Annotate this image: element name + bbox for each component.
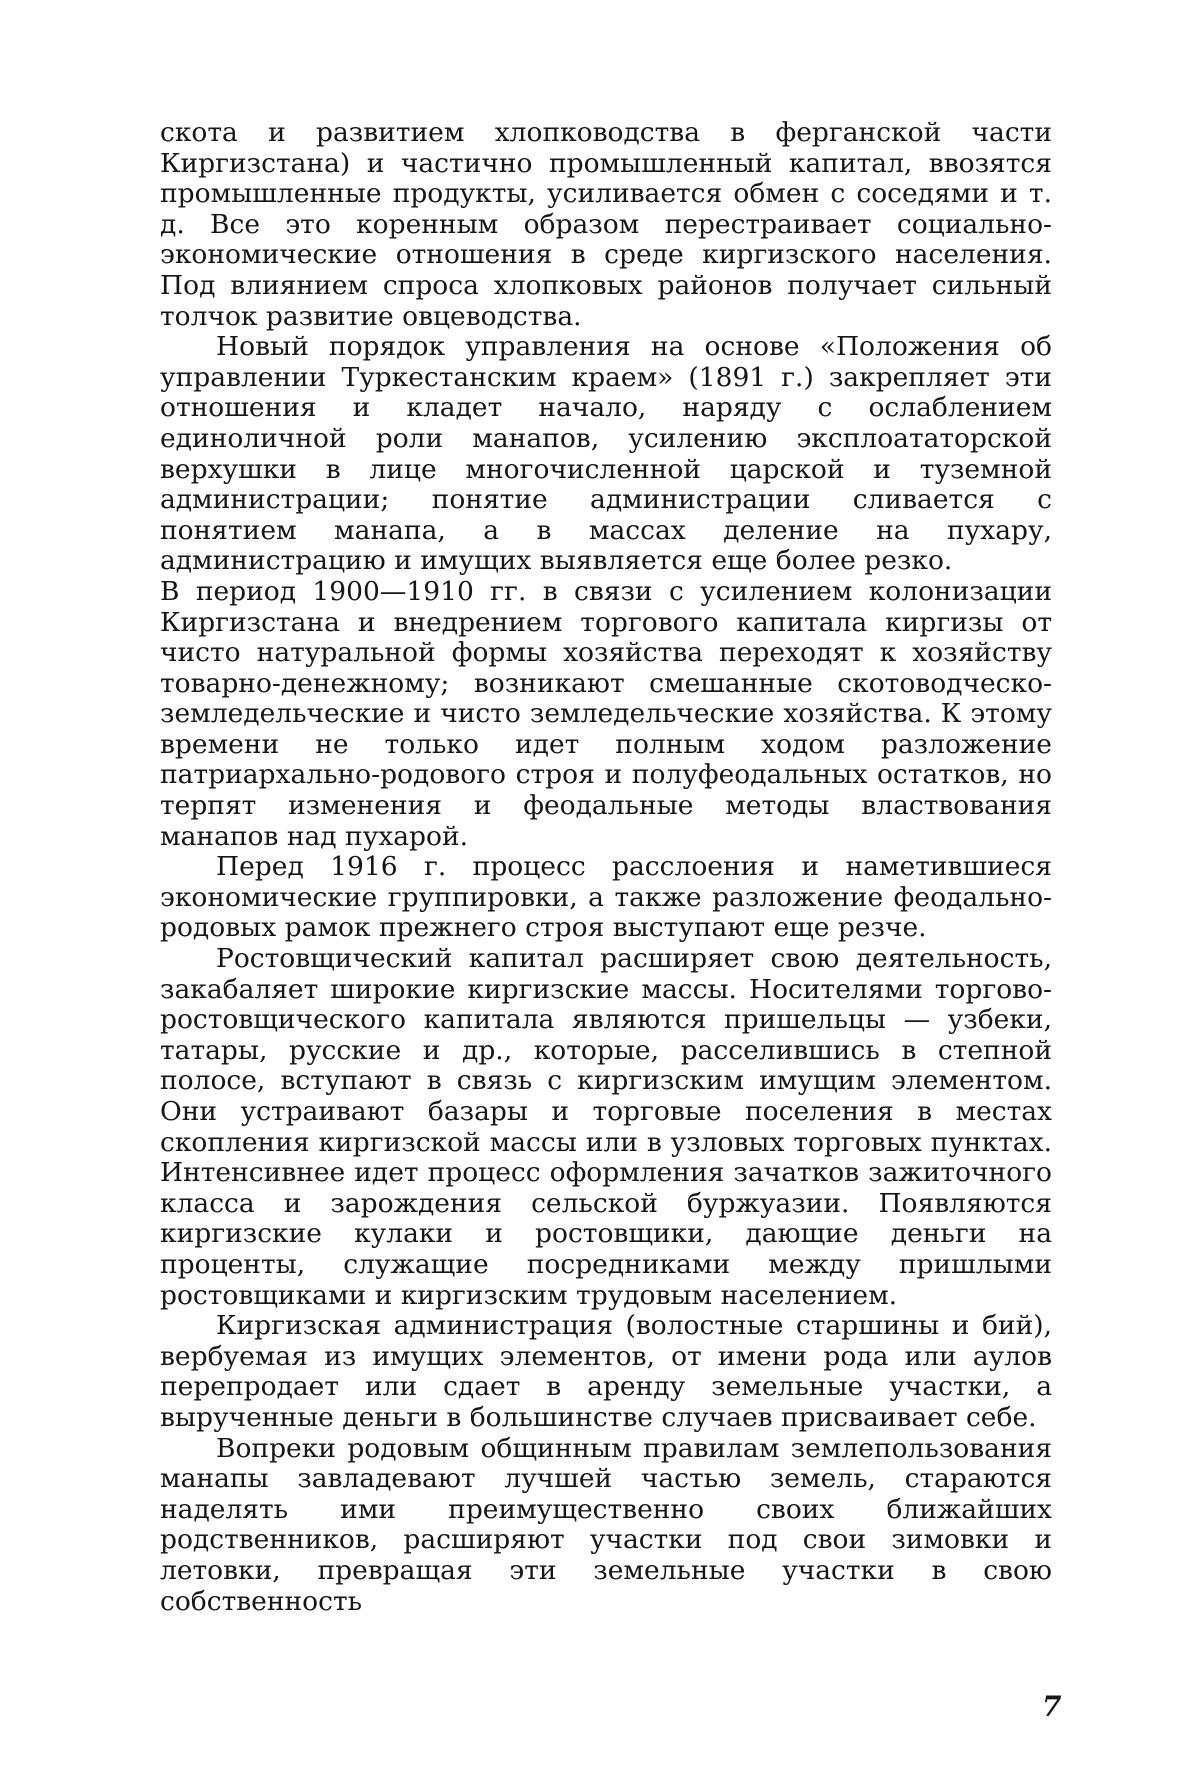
paragraph: Новый порядок управления на основе «Положения об управлении Туркестанским краем» (1891 г.) закрепляет эти отношения и кладет начало, наряду с ослаблением единоличной роли манапов, усилению эксплоататорской верхушки в лице многочисленной царской и туземной администрации; понятие администрации сливается с понятием манапа, а в массах деление на пухару, администрацию и имущих выявляется еще более резко. — [160, 332, 1052, 577]
paragraph: Вопреки родовым общинным правилам землепользования манапы завладевают лучшей частью земель, стараются наделять ими преимущественно своих ближайших родственников, расширяют участки под свои зимовки и летовки, превращая эти земельные участки в свою собственность — [160, 1434, 1052, 1618]
paragraph: Киргизская администрация (волостные старшины и бий), вербуемая из имущих элементов, от имени рода или аулов перепродает или сдает в аренду земельные участки, а вырученные деньги в большинстве случаев присваивает себе. — [160, 1311, 1052, 1433]
body-text — [160, 118, 1052, 1617]
paragraph: Ростовщический капитал расширяет свою деятельность, закабаляет широкие киргизские массы. Носителями торгово-ростовщического капитала являются пришельцы — узбеки, татары, русские и др., которые, расселившись в степной полосе, вступают в связь с киргизским имущим элементом. Они устраивают базары и торговые поселения в местах скопления киргизской массы или в узловых торговых пунктах. Интенсивнее идет процесс оформления зачатков зажиточного класса и зарождения сельской буржуазии. Появляются киргизские кулаки и ростовщики, дающие деньги на проценты, служащие посредниками между пришлыми ростовщиками и киргизским трудовым населением. — [160, 944, 1052, 1311]
paragraph: В период 1900—1910 гг. в связи с усилением колонизации Киргизстана и внедрением торгового капитала киргизы от чисто натуральной формы хозяйства переходят к хозяйству товарно-денежному; возникают смешанные скотоводческо-земледельческие и чисто земледельческие хозяйства. К этому времени не только идет полным ходом разложение патриархально-родового строя и полуфеодальных остатков, но терпят изменения и феодальные методы властвования манапов над пухарой. — [160, 577, 1052, 852]
page-number: 7 — [1042, 1690, 1061, 1723]
paragraph-continued: скота и развитием хлопководства в ферганской части Киргизстана) и частично промышленный капитал, ввозятся промышленные продукты, усиливается обмен с соседями и т. д. Все это коренным образом перестраивает социально-экономические отношения в среде киргизского населения. Под влиянием спроса хлопковых районов получает сильный толчок развитие овцеводства. — [160, 118, 1052, 332]
paragraph: Перед 1916 г. процесс расслоения и наметившиеся экономические группировки, а также разложение феодально-родовых рамок прежнего строя выступают еще резче. — [160, 852, 1052, 944]
document-page — [0, 0, 1200, 1780]
